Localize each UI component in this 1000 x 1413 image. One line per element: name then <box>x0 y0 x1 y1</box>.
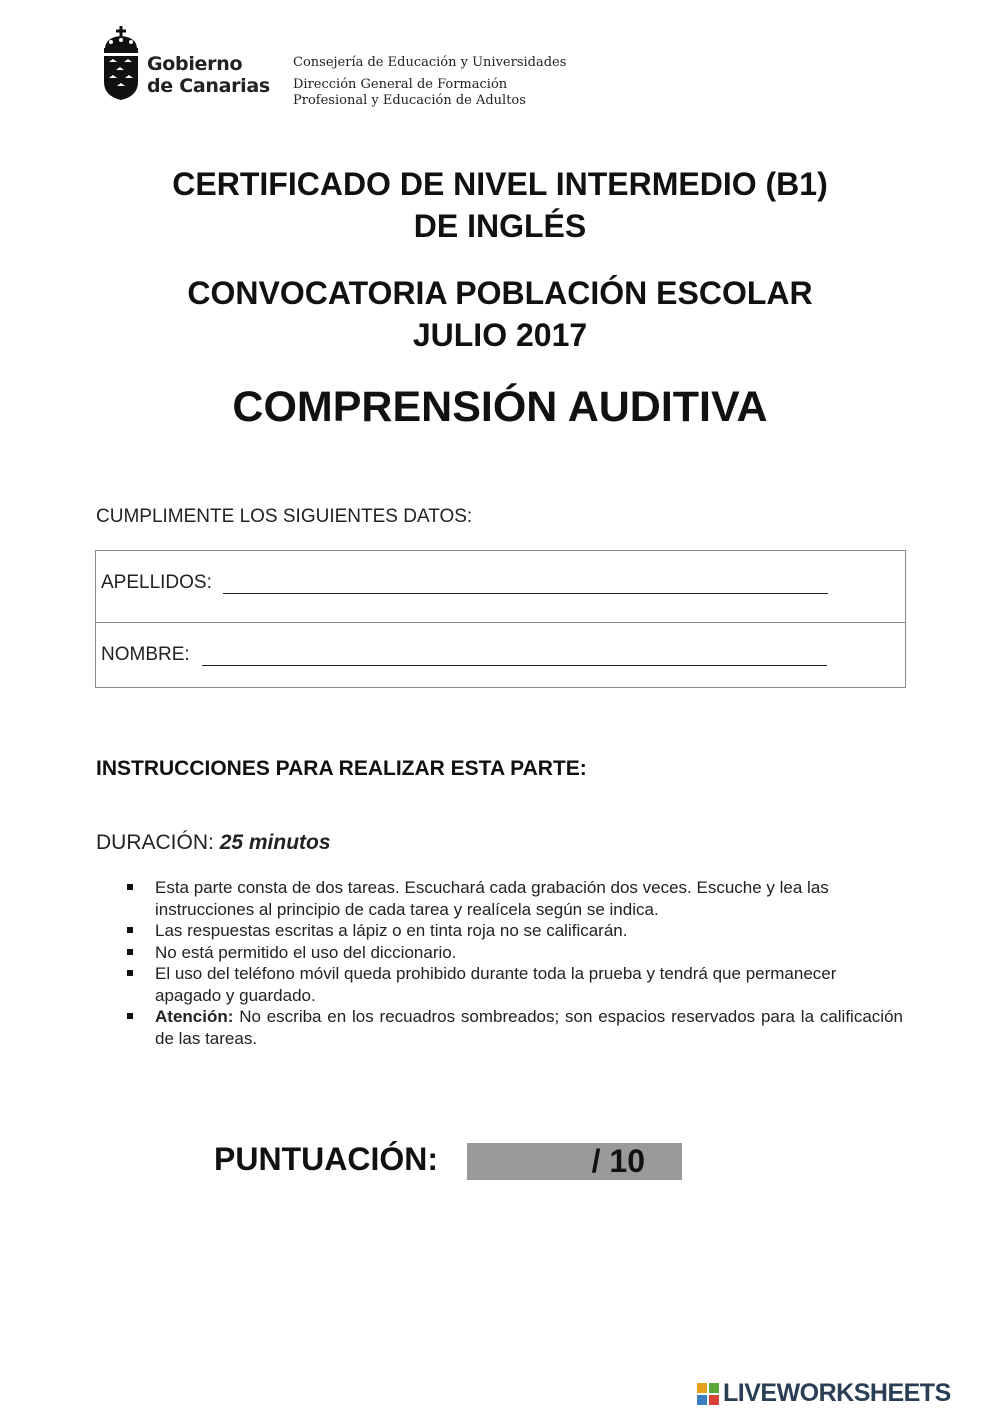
name-input-line[interactable] <box>202 665 827 666</box>
instruction-text: El uso del teléfono móvil queda prohibido durante toda la prueba y tendrá que permanecer apagado y guardado. <box>155 964 837 1005</box>
list-item <box>125 920 903 942</box>
section-title: COMPRENSIÓN AUDITIVA <box>232 383 768 431</box>
department-line-3: Profesional y Educación de Adultos <box>293 93 526 108</box>
list-item <box>125 942 903 964</box>
instruction-text: Las respuestas escritas a lápiz o en tinta roja no se calificarán. <box>155 921 628 940</box>
coat-of-arms-icon <box>100 26 142 100</box>
surname-label: APELLIDOS: <box>101 572 212 593</box>
call-title-line-2: JULIO 2017 <box>412 317 588 353</box>
government-name-line-1: Gobierno <box>147 53 243 75</box>
bullet-square-icon <box>127 949 133 955</box>
list-item <box>125 1006 903 1049</box>
score-max: / 10 <box>591 1143 645 1179</box>
form-prompt: CUMPLIMENTE LOS SIGUIENTES DATOS: <box>96 506 473 527</box>
surname-row <box>96 551 905 623</box>
call-title-line-1: CONVOCATORIA POBLACIÓN ESCOLAR <box>187 275 813 311</box>
department-block <box>293 55 566 109</box>
government-name <box>147 53 270 97</box>
attention-label: Atención: <box>155 1007 234 1026</box>
watermark-text: LIVEWORKSHEETS <box>723 1379 951 1407</box>
bullet-square-icon <box>127 884 133 890</box>
instruction-text: Esta parte consta de dos tareas. Escuchará cada grabación dos veces. Escuche y lea las instrucciones al principio de cada tarea y realícela según se indica. <box>155 878 829 919</box>
duration-label: DURACIÓN: <box>96 831 214 854</box>
score-label: PUNTUACIÓN: <box>214 1141 438 1177</box>
liveworksheets-logo-icon <box>697 1383 719 1405</box>
department-line-1: Consejería de Educación y Universidades <box>293 55 567 70</box>
certificate-title-line-1: CERTIFICADO DE NIVEL INTERMEDIO (B1) <box>172 166 828 202</box>
duration-value: 25 minutos <box>219 831 331 854</box>
certificate-title <box>0 163 1000 247</box>
duration-line <box>96 831 331 855</box>
name-label: NOMBRE: <box>101 644 190 665</box>
list-item <box>125 963 903 1006</box>
surname-input-line[interactable] <box>223 593 828 594</box>
bullet-square-icon <box>127 1013 133 1019</box>
list-item <box>125 877 903 920</box>
bullet-square-icon <box>127 927 133 933</box>
instruction-list <box>125 877 903 1049</box>
score-box <box>467 1143 682 1180</box>
name-row <box>96 623 905 687</box>
instructions-heading: INSTRUCCIONES PARA REALIZAR ESTA PARTE: <box>96 757 587 780</box>
certificate-title-line-2: DE INGLÉS <box>413 208 587 244</box>
student-data-form <box>95 550 906 688</box>
bullet-square-icon <box>127 970 133 976</box>
instruction-text: No está permitido el uso del diccionario. <box>155 942 457 962</box>
call-title <box>0 272 1000 356</box>
department-line-2: Dirección General de Formación <box>293 77 508 92</box>
government-name-line-2: de Canarias <box>147 75 270 97</box>
attention-text: No escriba en los recuadros sombreados; son espacios reservados para la calificación de las tareas. <box>155 1007 903 1048</box>
